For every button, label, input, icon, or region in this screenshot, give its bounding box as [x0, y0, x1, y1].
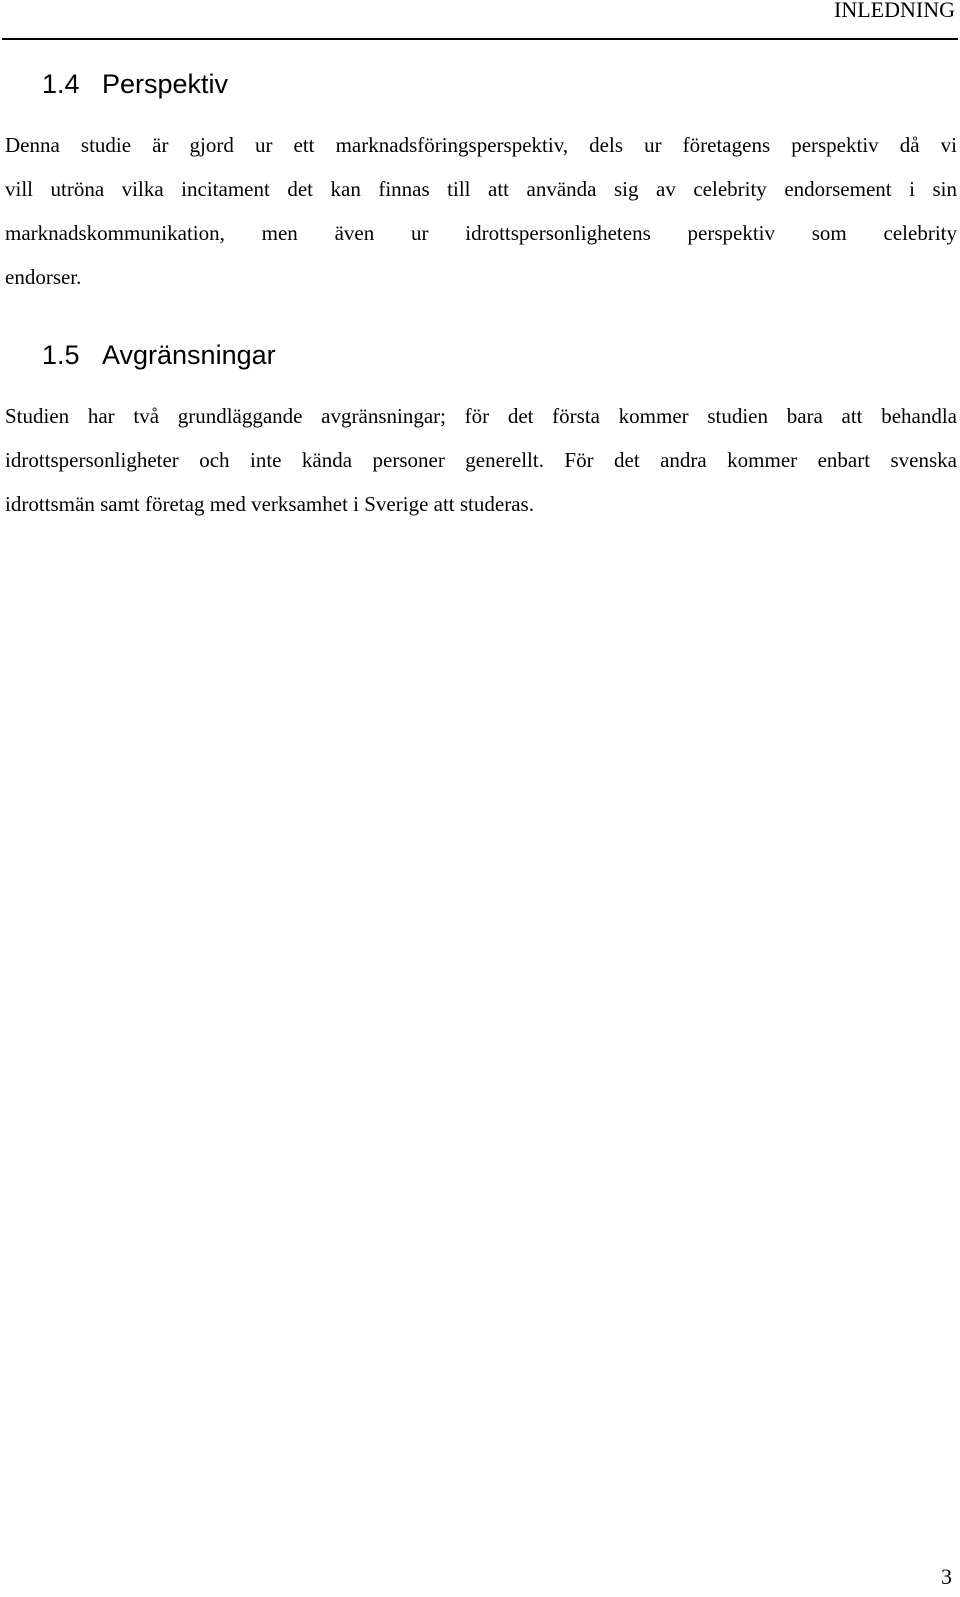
paragraph-avgransningar [5, 394, 957, 526]
running-header: INLEDNING [834, 0, 955, 22]
text-line: vill utröna vilka incitament det kan finnas till att använda sig av celebrity endorsement i sin [5, 177, 957, 201]
text-line: Studien har två grundläggande avgränsningar; för det första kommer studien bara att behandla [5, 404, 957, 428]
text-line: Denna studie är gjord ur ett marknadsföringsperspektiv, dels ur företagens perspektiv då vi [5, 133, 957, 157]
text-line: idrottsmän samt företag med verksamhet i Sverige att studeras. [5, 492, 534, 516]
text-line: marknadskommunikation, men även ur idrottspersonlighetens perspektiv som celebrity [5, 221, 957, 245]
section-number: 1.4 [42, 69, 80, 99]
section-title: Avgränsningar [102, 340, 276, 370]
paragraph-perspektiv [5, 123, 957, 299]
header-rule [2, 38, 958, 40]
section-title: Perspektiv [102, 69, 229, 99]
text-line: endorser. [5, 265, 82, 289]
section-heading-perspektiv [42, 68, 228, 100]
text-line: idrottspersonligheter och inte kända personer generellt. För det andra kommer enbart svenska [5, 448, 957, 472]
page-number: 3 [941, 1564, 952, 1589]
section-number: 1.5 [42, 340, 80, 370]
section-heading-avgransningar [42, 339, 276, 371]
